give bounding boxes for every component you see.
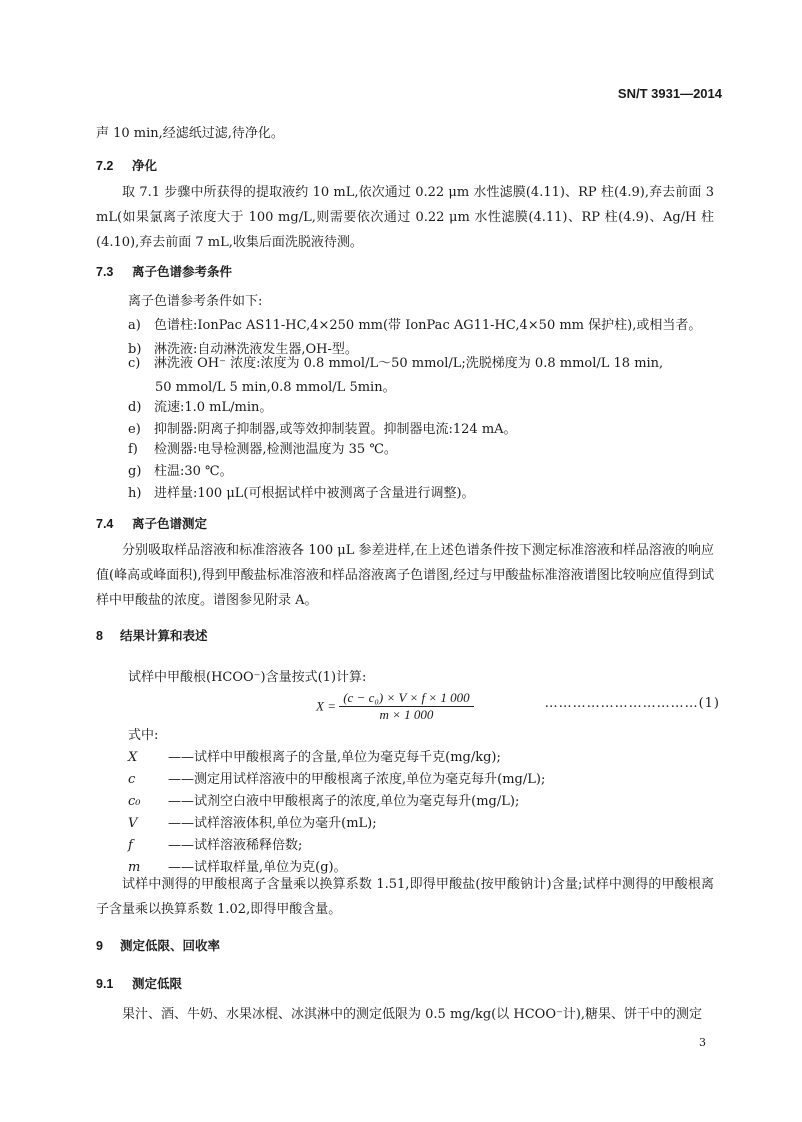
definition-text: ——试样取样量,单位为克(g)。 xyxy=(168,860,347,875)
formula-intro: 试样中甲酸根(HCOO⁻)含量按式(1)计算: xyxy=(128,670,367,685)
heading-7-2-title: 净化 xyxy=(132,159,158,173)
page-number: 3 xyxy=(699,1036,706,1049)
paragraph-7-2: 取 7.1 步骤中所获得的提取液约 10 mL,依次通过 0.22 μm 水性滤膜(4.11)、RP 柱(4.9),弃去前面 3 mL(如果氯离子浓度大于 100 mg/L,则需要依次通过 0.22 μm 水性滤膜(4.11)、RP 柱(4.9)、Ag/H 柱(4.10),弃去前面 7 mL,收集后面洗脱液待测。 xyxy=(96,185,714,250)
heading-9 xyxy=(96,936,220,954)
paragraph-9-1: 果汁、酒、牛奶、水果冰棍、冰淇淋中的测定低限为 0.5 mg/kg(以 HCOO⁻计),糖果、饼干中的测定 xyxy=(122,1007,703,1022)
list-text: 淋洗液 OH⁻ 浓度:浓度为 0.8 mmol/L～50 mmol/L;洗脱梯度为 0.8 mmol/L 18 min, xyxy=(154,356,664,371)
list-marker: c) xyxy=(128,356,141,371)
definition-symbol: V xyxy=(128,816,138,831)
formula-lhs: X = xyxy=(316,698,336,714)
list-text: 检测器:电导检测器,检测池温度为 35 ℃。 xyxy=(154,442,397,457)
list-item xyxy=(128,314,701,333)
heading-7-4-number: 7.4 xyxy=(96,517,114,531)
conclusion-paragraph: 试样中测得的甲酸根离子含量乘以换算系数 1.51,即得甲酸盐(按甲酸钠计)含量;试样中测得的甲酸根离子含量乘以换算系数 1.02,即得甲酸含量。 xyxy=(96,877,714,917)
list-item xyxy=(128,418,517,437)
definition-row xyxy=(128,746,501,765)
formula xyxy=(316,690,474,723)
formula-fraction xyxy=(339,690,473,723)
heading-8 xyxy=(96,626,208,644)
heading-7-3-number: 7.3 xyxy=(96,265,114,279)
definition-symbol: c xyxy=(128,772,136,787)
definition-row xyxy=(128,812,377,831)
list-text: 色谱柱:IonPac AS11-HC,4×250 mm(带 IonPac AG11-HC,4×50 mm 保护柱),或相当者。 xyxy=(154,318,702,333)
heading-9-1 xyxy=(96,974,182,992)
heading-9-1-title: 测定低限 xyxy=(132,977,183,991)
heading-7-3-title: 离子色谱参考条件 xyxy=(132,265,233,279)
definition-symbol: c₀ xyxy=(128,794,141,809)
formula-denominator: m × 1 000 xyxy=(379,707,434,722)
list-marker: d) xyxy=(128,400,142,415)
list-item-continuation: 50 mmol/L 5 min,0.8 mmol/L 5min。 xyxy=(155,380,396,395)
heading-7-2-number: 7.2 xyxy=(96,159,114,173)
list-item xyxy=(128,352,663,371)
list-item xyxy=(128,396,272,415)
heading-8-title: 结果计算和表述 xyxy=(120,629,208,643)
definition-symbol: f xyxy=(128,838,133,853)
heading-7-4 xyxy=(96,514,207,532)
list-marker: a) xyxy=(128,318,141,333)
definition-row xyxy=(128,790,519,809)
definition-symbol: m xyxy=(128,860,141,875)
list-item xyxy=(128,438,397,457)
conditions-intro: 离子色谱参考条件如下: xyxy=(128,294,263,309)
definition-symbol: X xyxy=(128,750,138,765)
heading-9-1-number: 9.1 xyxy=(96,977,114,991)
list-text: 淋洗液:自动淋洗液发生器,OH-型。 xyxy=(154,342,358,357)
definition-text: ——试剂空白液中甲酸根离子的浓度,单位为毫克每升(mg/L); xyxy=(168,794,520,809)
intro-line: 声 10 min,经滤纸过滤,待净化。 xyxy=(96,126,284,141)
formula-numerator: (c − c₀) × V × f × 1 000 xyxy=(339,690,473,707)
heading-9-title: 测定低限、回收率 xyxy=(120,939,221,953)
definition-row xyxy=(128,768,545,787)
heading-9-number: 9 xyxy=(96,939,103,953)
definition-row xyxy=(128,834,302,853)
definition-text: ——试样溶液体积,单位为毫升(mL); xyxy=(168,816,377,831)
list-item xyxy=(128,460,233,479)
list-text: 柱温:30 ℃。 xyxy=(154,464,233,479)
heading-7-4-title: 离子色谱测定 xyxy=(132,517,208,531)
list-text: 进样量:100 μL(可根据试样中被测离子含量进行调整)。 xyxy=(154,486,475,501)
list-marker: h) xyxy=(128,486,142,501)
definition-text: ——试样中甲酸根离子的含量,单位为毫克每千克(mg/kg); xyxy=(168,750,501,765)
heading-7-2 xyxy=(96,156,157,174)
list-text: 抑制器:阴离子抑制器,或等效抑制装置。抑制器电流:124 mA。 xyxy=(154,422,517,437)
list-marker: e) xyxy=(128,422,141,437)
definition-text: ——测定用试样溶液中的甲酸根离子浓度,单位为毫克每升(mg/L); xyxy=(168,772,546,787)
definition-text: ——试样溶液稀释倍数; xyxy=(168,838,303,853)
where-label: 式中: xyxy=(128,728,159,743)
heading-7-3 xyxy=(96,262,232,280)
list-marker: b) xyxy=(128,342,142,357)
list-marker: f) xyxy=(128,442,138,457)
equation-number: ……………………………(1) xyxy=(544,696,720,711)
list-item xyxy=(128,482,475,501)
standard-code: SN/T 3931—2014 xyxy=(617,86,722,101)
paragraph-7-4: 分别吸取样品溶液和标准溶液各 100 μL 参差进样,在上述色谱条件按下测定标准溶液和样品溶液的响应值(峰高或峰面积),得到甲酸盐标准溶液和样品溶液离子色谱图,经过与甲酸盐标准溶液谱图比较响应值得到试样中甲酸盐的浓度。谱图参见附录 A。 xyxy=(96,543,714,608)
heading-8-number: 8 xyxy=(96,629,103,643)
list-text: 流速:1.0 mL/min。 xyxy=(154,400,273,415)
list-marker: g) xyxy=(128,464,142,479)
